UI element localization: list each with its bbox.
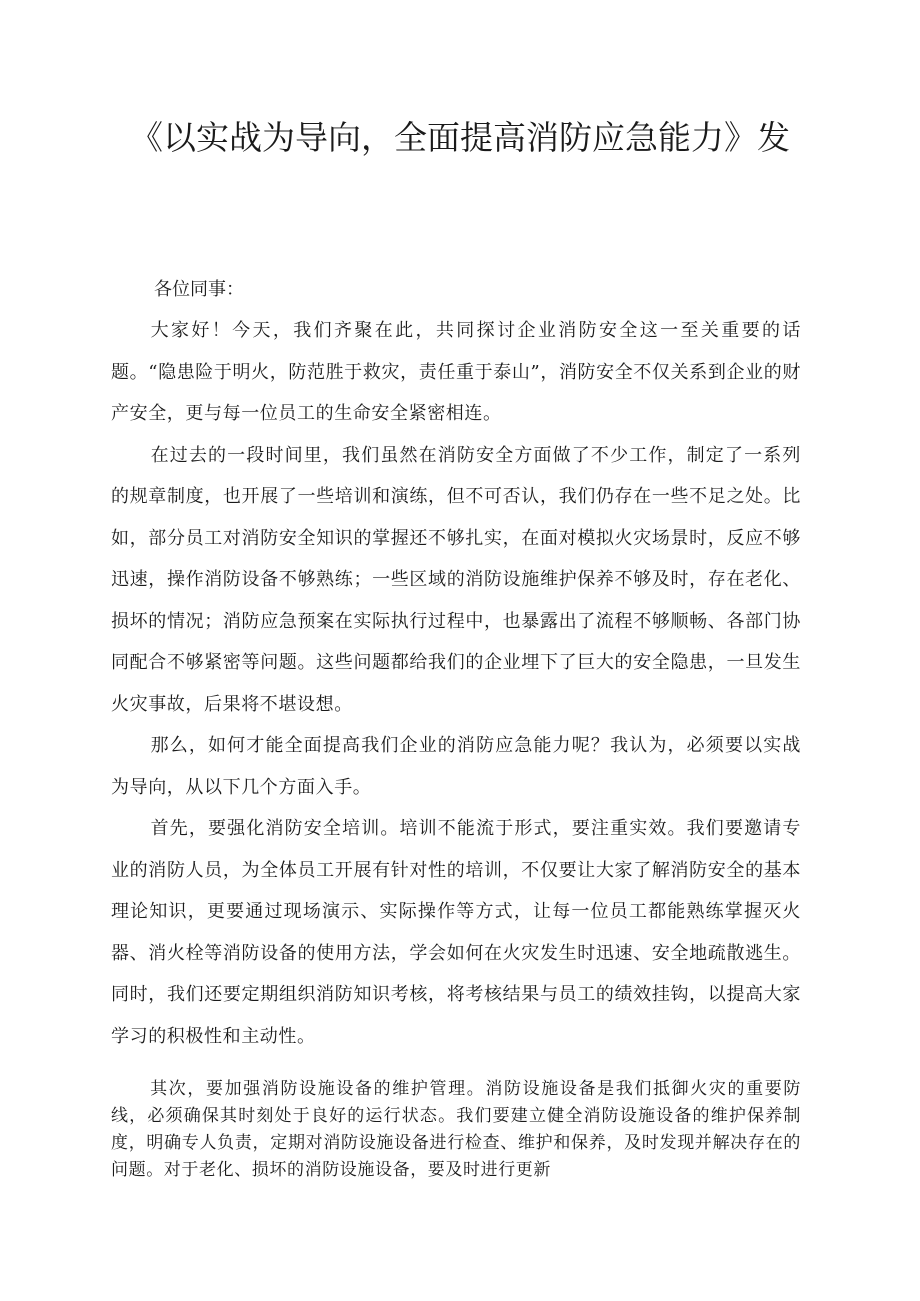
- body-section-dense: [111, 1076, 801, 1184]
- paragraph-3: 那么，如何才能全面提高我们企业的消防应急能力呢？我认为，必须要以实战为导向，从以下几个方面入手。: [111, 735, 801, 798]
- paragraph-4: 首先，要强化消防安全培训。培训不能流于形式，要注重实效。我们要邀请专业的消防人员，为全体员工开展有针对性的培训，不仅要让大家了解消防安全的基本理论知识，更要通过现场演示、实际操作等方式，让每一位员工都能熟练掌握灭火器、消火栓等消防设备的使用方法，学会如何在火灾发生时迅速、安全地疏散逃生。同时，我们还要定期组织消防知识考核，将考核结果与员工的绩效挂钩，以提高大家学习的积极性和主动性。: [111, 818, 801, 1047]
- document-title: 《以实战为导向，全面提高消防应急能力》发: [130, 118, 790, 157]
- paragraph-2: 在过去的一段时间里，我们虽然在消防安全方面做了不少工作，制定了一系列的规章制度，也开展了一些培训和演练，但不可否认，我们仍存在一些不足之处。比如，部分员工对消防安全知识的掌握还不够扎实，在面对模拟火灾场景时，反应不够迅速，操作消防设备不够熟练；一些区域的消防设施维护保养不够及时，存在老化、损坏的情况；消防应急预案在实际执行过程中，也暴露出了流程不够顺畅、各部门协同配合不够紧密等问题。这些问题都给我们的企业埋下了巨大的安全隐患，一旦发生火灾事故，后果将不堪设想。: [111, 444, 801, 715]
- body-section-main: [111, 310, 801, 1057]
- salutation: 各位同事：: [154, 279, 244, 300]
- paragraph-1: 大家好！今天，我们齐聚在此，共同探讨企业消防安全这一至关重要的话题。“隐患险于明火，防范胜于救灾，责任重于泰山”，消防安全不仅关系到企业的财产安全，更与每一位员工的生命安全紧密相连。: [111, 320, 801, 424]
- paragraph-5: 其次，要加强消防设施设备的维护管理。消防设施设备是我们抵御火灾的重要防线，必须确保其时刻处于良好的运行状态。我们要建立健全消防设施设备的维护保养制度，明确专人负责，定期对消防设施设备进行检查、维护和保养，及时发现并解决存在的问题。对于老化、损坏的消防设施设备，要及时进行更新: [111, 1079, 801, 1180]
